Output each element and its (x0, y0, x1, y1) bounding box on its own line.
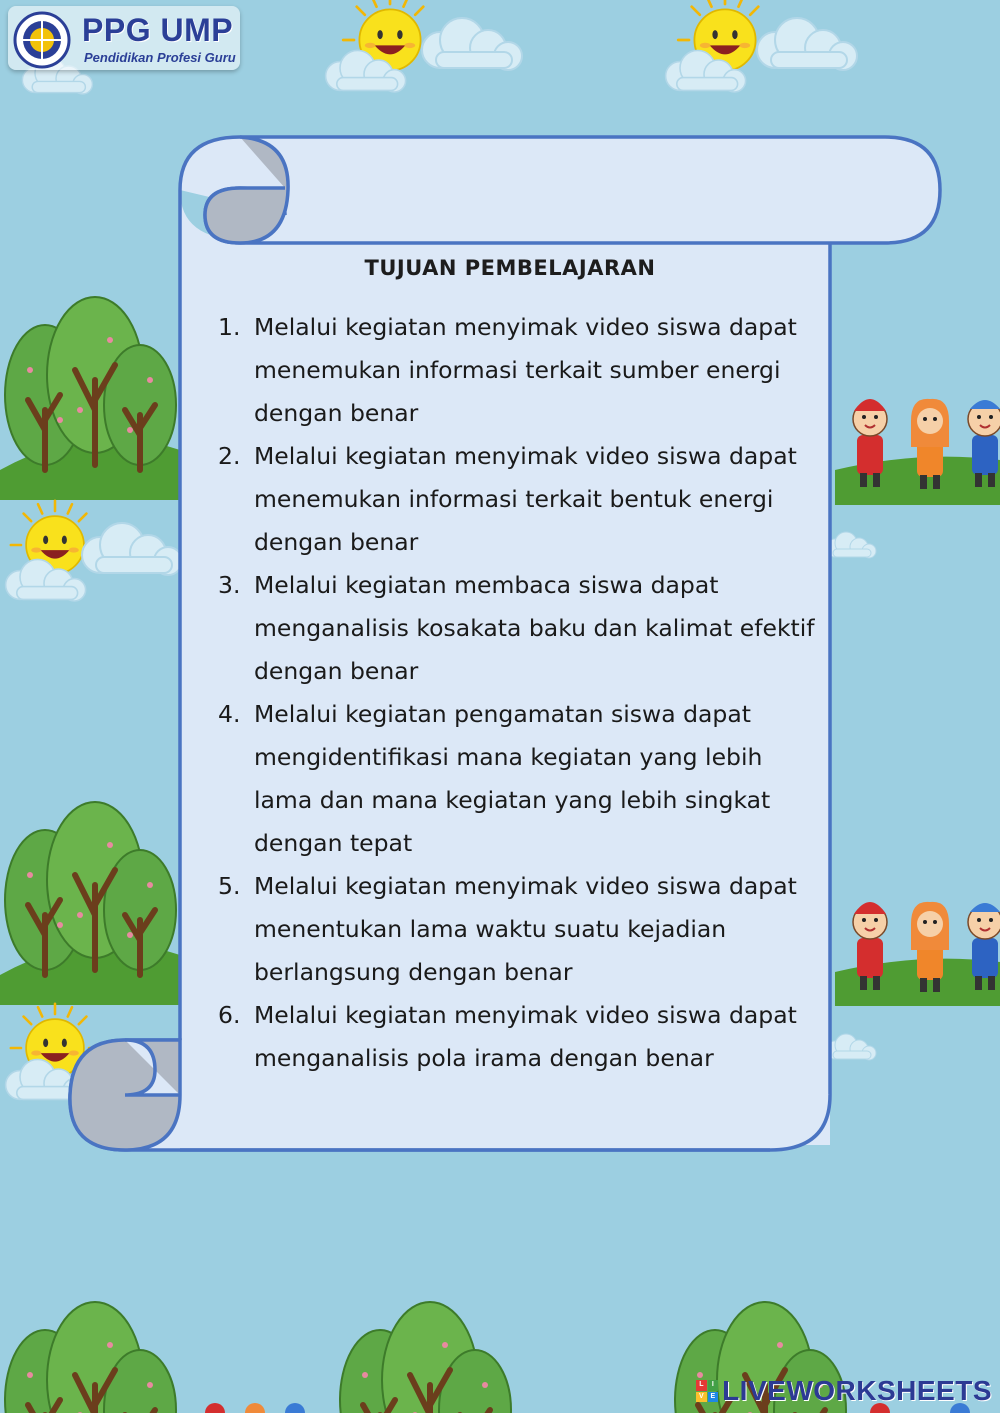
list-item (218, 435, 818, 564)
list-item-number: 3. (218, 571, 241, 599)
liveworksheets-badge-icon: L I V E (696, 1380, 718, 1402)
list-item-text: Melalui kegiatan membaca siswa dapat menganalisis kosakata baku dan kalimat efektif dengan benar (254, 571, 815, 685)
list-item (218, 693, 818, 865)
list-item-text: Melalui kegiatan menyimak video siswa dapat menentukan lama waktu suatu kejadian berlangsung dengan benar (254, 872, 797, 986)
list-item (218, 306, 818, 435)
liveworksheets-watermark[interactable] (696, 1373, 992, 1409)
list-item-number: 6. (218, 1001, 241, 1029)
list-item-text: Melalui kegiatan menyimak video siswa dapat menganalisis pola irama dengan benar (254, 1001, 797, 1072)
list-item-text: Melalui kegiatan menyimak video siswa dapat menemukan informasi terkait sumber energi dengan benar (254, 313, 797, 427)
objectives-list (218, 306, 818, 1080)
list-item-number: 5. (218, 872, 241, 900)
watermark-text: LIVEWORKSHEETS (722, 1375, 992, 1406)
list-item-number: 1. (218, 313, 241, 341)
list-item (218, 994, 818, 1080)
list-item (218, 865, 818, 994)
logo-subtitle: Pendidikan Profesi Guru (84, 50, 236, 65)
list-item-text: Melalui kegiatan menyimak video siswa dapat menemukan informasi terkait bentuk energi dengan benar (254, 442, 797, 556)
logo-title: PPG UMP (82, 12, 234, 48)
list-item-number: 2. (218, 442, 241, 470)
page-title: TUJUAN PEMBELAJARAN (364, 256, 656, 280)
list-item-number: 4. (218, 700, 241, 728)
list-item (218, 564, 818, 693)
list-item-text: Melalui kegiatan pengamatan siswa dapat mengidentifikasi mana kegiatan yang lebih lama dan mana kegiatan yang lebih singkat dengan tepat (254, 700, 771, 857)
